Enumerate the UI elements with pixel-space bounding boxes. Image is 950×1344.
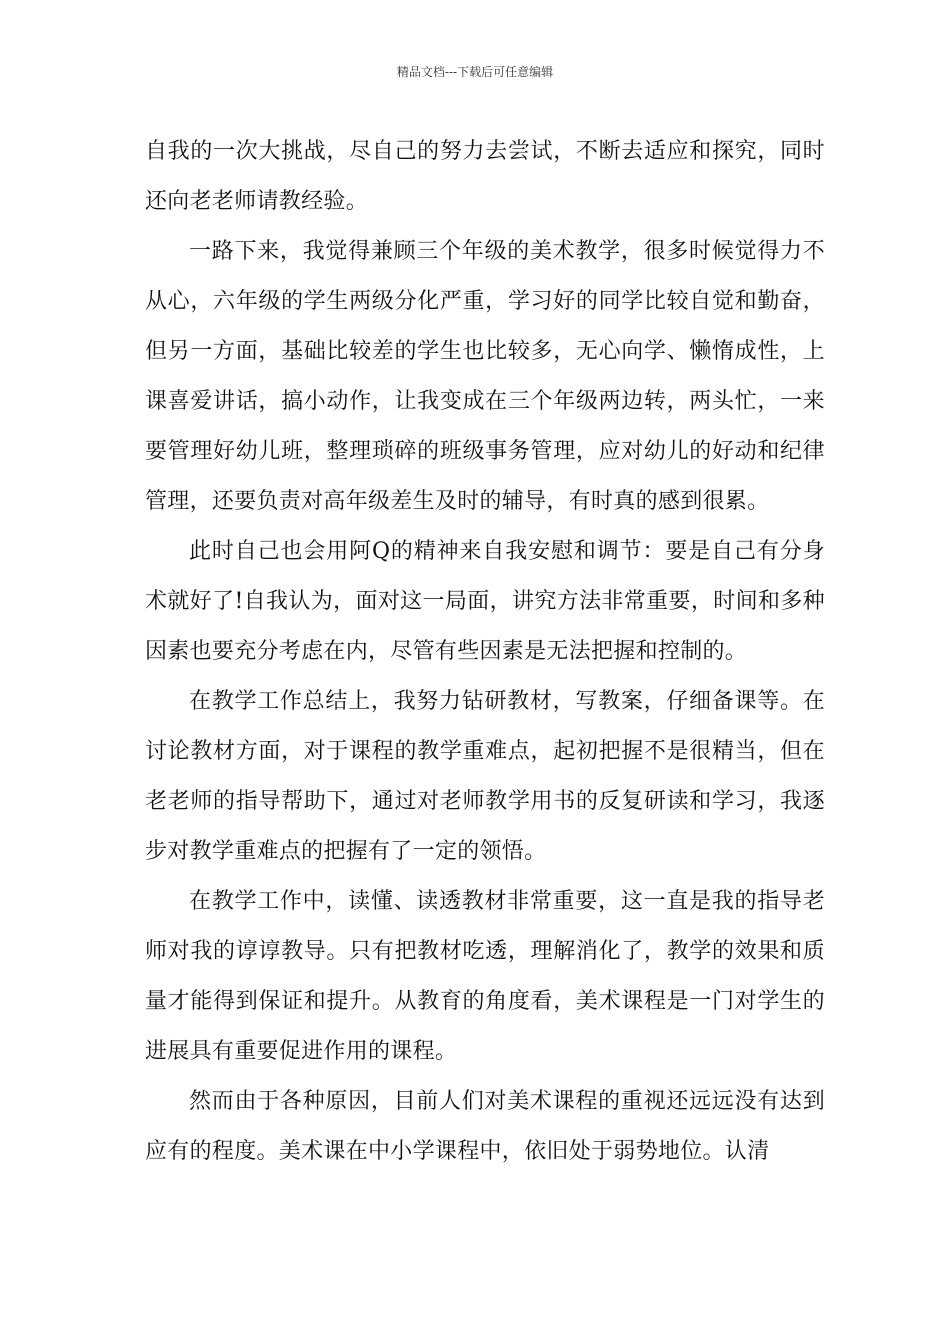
page-header: 精品文档---下载后可任意编辑	[396, 65, 554, 79]
paragraph-3: 此时自己也会用阿Q的精神来自我安慰和调节：要是自己有分身术就好了!自我认为，面对这一局面，讲究方法非常重要，时间和多种因素也要充分考虑在内，尽管有些因素是无法把握和控制的。	[145, 539, 825, 664]
paragraph-1: 自我的一次大挑战，尽自己的努力去尝试，不断去适应和探究，同时还向老老师请教经验。	[145, 139, 825, 214]
paragraph-5: 在教学工作中，读懂、读透教材非常重要，这一直是我的指导老师对我的谆谆教导。只有把教材吃透，理解消化了，教学的效果和质量才能得到保证和提升。从教育的角度看，美术课程是一门对学生的进展具有重要促进作用的课程。	[145, 889, 825, 1064]
paragraph-4: 在教学工作总结上，我努力钻研教材，写教案，仔细备课等。在讨论教材方面，对于课程的教学重难点，起初把握不是很精当，但在老老师的指导帮助下，通过对老师教学用书的反复研读和学习，我逐步对教学重难点的把握有了一定的领悟。	[145, 689, 825, 864]
paragraph-2: 一路下来，我觉得兼顾三个年级的美术教学，很多时候觉得力不从心，六年级的学生两级分化严重，学习好的同学比较自觉和勤奋，但另一方面，基础比较差的学生也比较多，无心向学、懒惰成性，上课喜爱讲话，搞小动作，让我变成在三个年级两边转，两头忙，一来要管理好幼儿班，整理琐碎的班级事务管理，应对幼儿的好动和纪律管理，还要负责对高年级差生及时的辅导，有时真的感到很累。	[145, 239, 825, 514]
document-body	[145, 127, 825, 1177]
paragraph-6: 然而由于各种原因，目前人们对美术课程的重视还远远没有达到应有的程度。美术课在中小学课程中，依旧处于弱势地位。认清	[145, 1089, 825, 1164]
